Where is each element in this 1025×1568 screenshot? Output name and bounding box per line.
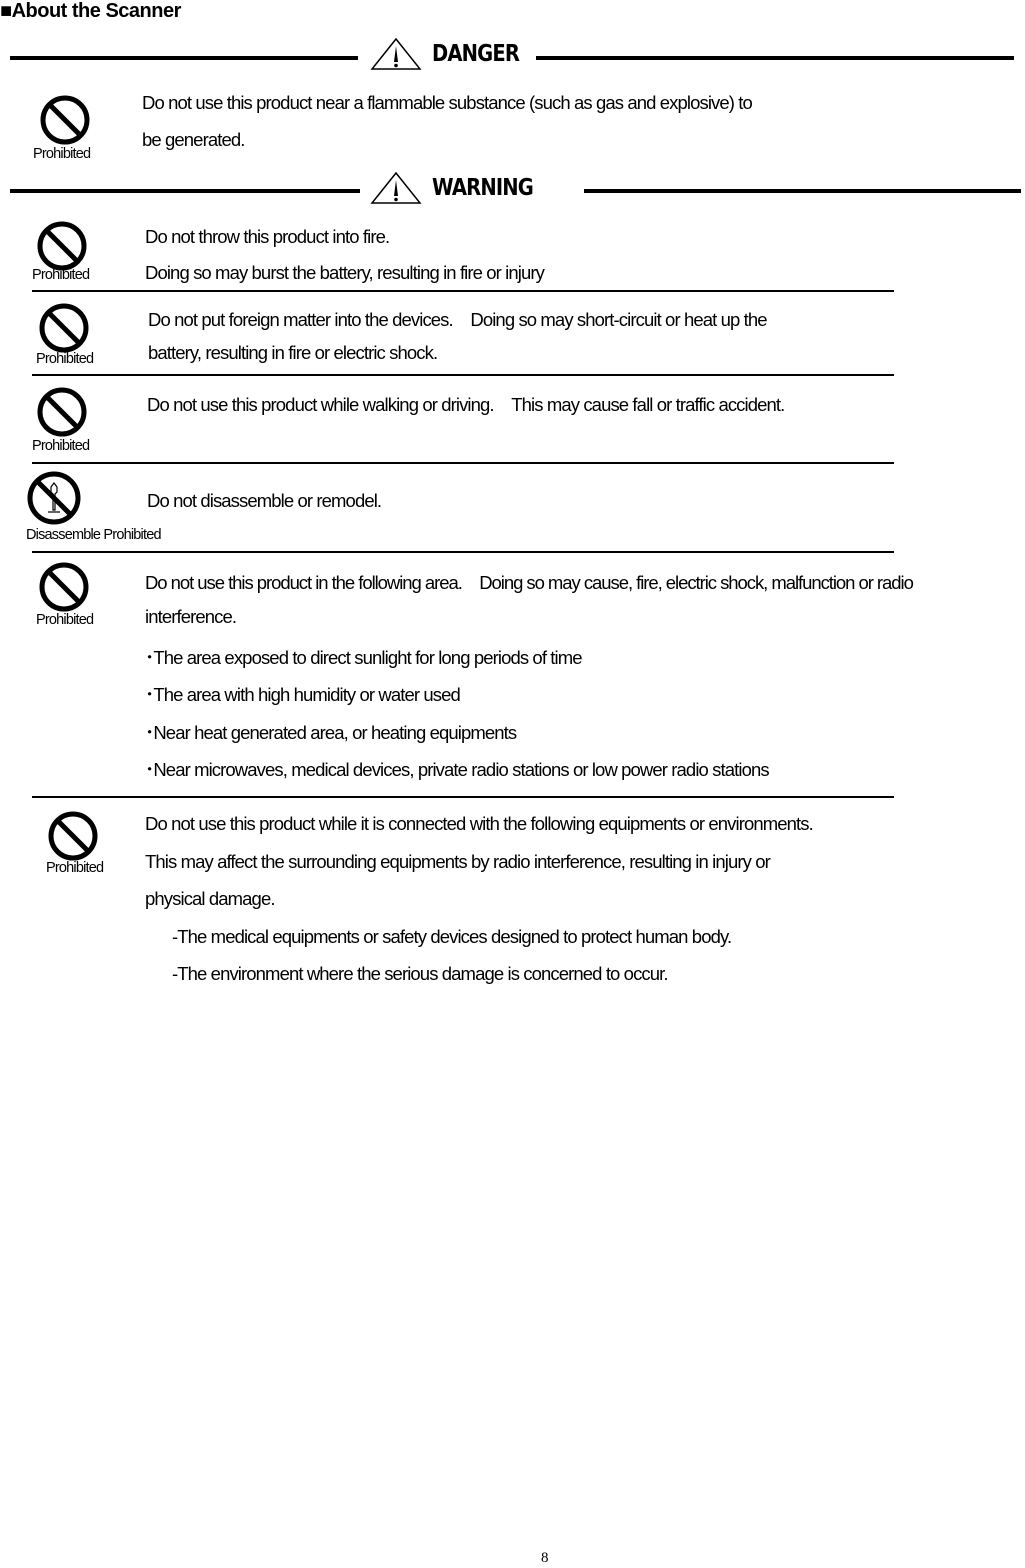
warning-heading [370,170,551,206]
warning-item-1-line-1: Do not throw this product into fire. [145,226,390,247]
warning-item-4-line-1: Do not disassemble or remodel. [147,490,382,511]
warning-item-4-icon-label: Disassemble Prohibited [26,527,161,543]
warning-triangle-icon [370,37,422,71]
danger-heading-text: DANGER [432,41,520,67]
warning-rule-left [10,189,360,193]
warning-item-5-icon [38,561,90,618]
warning-item-5-line-3: ･The area exposed to direct sunlight for long periods of time [145,647,582,668]
prohibited-icon [39,94,91,146]
warning-item-6-line-2: This may affect the surrounding equipments by radio interference, resulting in injury or [145,851,770,872]
danger-prohibited-icon [39,94,91,151]
warning-item-6-icon-label: Prohibited [46,860,104,876]
warning-heading-text: WARNING [432,175,533,201]
warning-item-5-line-2: interference. [145,606,237,627]
warning-item-2-icon-label: Prohibited [36,351,94,367]
warning-item-6-line-1: Do not use this product while it is connected with the following equipments or environments. [145,813,813,834]
divider [32,462,894,464]
prohibited-icon [36,386,88,438]
warning-item-6-icon [47,810,99,867]
warning-item-6-line-5: -The environment where the serious damage is concerned to occur. [172,963,668,984]
page-number: 8 [541,1550,549,1566]
warning-item-2-line-2: battery, resulting in fire or electric shock. [148,342,438,363]
warning-item-3-icon-label: Prohibited [32,438,90,454]
warning-item-5-line-4: ･The area with high humidity or water used [145,684,460,705]
warning-item-5-line-6: ･Near microwaves, medical devices, private radio stations or low power radio stations [145,759,769,780]
warning-item-5-icon-label: Prohibited [36,612,94,628]
prohibited-icon [47,810,99,862]
page-title: ■About the Scanner [0,0,181,22]
warning-item-4-icon [26,470,82,531]
danger-text-line-2: be generated. [142,129,245,150]
warning-item-5-line-1: Do not use this product in the following area. Doing so may cause, fire, electric shock, malfunction or radio [145,572,913,593]
warning-item-1-line-2: Doing so may burst the battery, resulting in fire or injury [145,262,544,283]
divider [32,796,894,798]
danger-heading [370,36,534,72]
prohibited-icon [36,220,88,272]
divider [32,290,894,292]
warning-item-6-line-4: -The medical equipments or safety devices designed to protect human body. [172,926,732,947]
warning-item-3-icon [36,386,88,443]
danger-rule-right [536,56,1014,60]
divider [32,374,894,376]
disassemble-prohibited-icon [26,470,82,526]
danger-text-line-1: Do not use this product near a flammable substance (such as gas and explosive) to [142,92,752,113]
warning-rule-right [584,189,1021,193]
prohibited-icon [38,302,90,354]
divider [32,551,894,553]
prohibited-icon [38,561,90,613]
warning-item-5-line-5: ･Near heat generated area, or heating equipments [145,722,517,743]
danger-rule-left [10,56,358,60]
danger-icon-label: Prohibited [33,146,91,162]
warning-item-1-icon-label: Prohibited [32,267,90,283]
warning-triangle-icon [370,171,422,205]
warning-item-2-line-1: Do not put foreign matter into the devices. Doing so may short-circuit or heat up the [148,309,767,330]
warning-item-6-line-3: physical damage. [145,888,275,909]
warning-item-3-line-1: Do not use this product while walking or driving. This may cause fall or traffic accident. [147,394,785,415]
